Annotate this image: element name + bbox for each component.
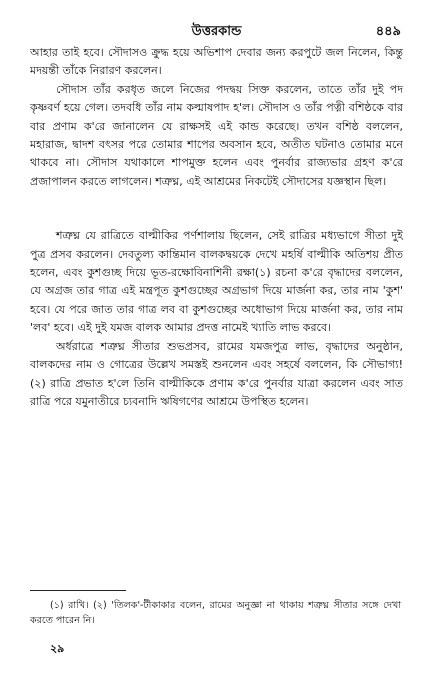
body-text bbox=[30, 44, 403, 411]
footnote-rule bbox=[30, 590, 126, 591]
chapter-title: উত্তরকান্ড bbox=[191, 24, 242, 39]
page-number: ৪৪৯ bbox=[375, 24, 401, 39]
paragraph-2: সৌদাস তাঁর করধৃত জলে নিজের পদদ্বয় সিক্ত করলেন, তাতে তাঁর দুই পদ কৃষ্ণবর্ণ হয়ে গেল। তদবধি তাঁর নাম কল্মাষপাদ হ'ল। সৌদাস ও তাঁর পত্নী বশিষ্ঠকে বার বার প্রণাম ক'রে জানালেন যে রাক্ষসই এই কান্ড করেছে। তখন বশিষ্ঠ বললেন, মহারাজ, দ্বাদশ বৎসর পরে তোমার শাপের অবসান হবে, অতীত ঘটনাও তোমার মনে থাকবে না। সৌদাস যথাকালে শাপমুক্ত হলেন এবং পুনর্বার রাজ্যভার গ্রহণ ক'রে প্রজাপালন করতে লাগলেন। শত্রুঘ্ন, এই আশ্রমের নিকটেই সৌদাসের যজ্ঞস্থান ছিল। bbox=[30, 82, 403, 188]
paragraph-gap bbox=[30, 191, 403, 227]
paragraph-1: আহার তাই হবে। সৌদাসও ক্রুদ্ধ হয়ে অভিশাপ দেবার জন্য করপুটে জল নিলেন, কিন্তু মদয়ন্তী তাঁকে নিরারণ করলেন। bbox=[30, 46, 403, 78]
paragraph-4: অর্ধরাত্রে শত্রুঘ্ন সীতার শুভপ্রসব, রামের যমজপুত্র লাভ, বৃদ্ধাদের অনুষ্ঠান, বালকদের নাম ও গোত্রের উল্লেখ সমস্তই শুনলেন এবং সহর্ষে বললেন, কি সৌভাগ্য!(২) রাত্রি প্রভাত হ'লে তিনি বাল্মীকিকে প্রণাম ক'রে পুনর্বার যাত্রা করলেন এবং সাত রাত্রি পরে যমুনাতীরে চ্যবনাদি ঋষিগণের আশ্রমে উপস্থিত হলেন। bbox=[30, 339, 403, 408]
running-head bbox=[30, 22, 403, 44]
footnote: (১) রাখি। (২) 'তিলক'-টীকাকার বলেন, রামের অনুজ্ঞা না থাকায় শত্রুঘ্ন সীতার সঙ্গে দেখা করতে পারেন নি। bbox=[30, 600, 401, 626]
paragraph-3: শত্রুঘ্ন যে রাত্রিতে বাল্মীকির পর্ণশালায় ছিলেন, সেই রাত্রির মধ্যভাগে সীতা দুই পুত্র প্রসব করলেন। দেবতুল্য কান্তিমান বালকদ্বয়কে দেখে মহর্ষি বাল্মীকি অতিশয় প্রীত হলেন, এবং কুশগুচ্ছ দিয়ে ভূত-রক্ষোবিনাশিনী রক্ষা(১) রচনা ক'রে বৃদ্ধাদের বললেন, যে অগ্রজ তার গাত্র এই মন্ত্রপূত কুশগুচ্ছের অগ্রভাগ দিয়ে মার্জনা কর, তার নাম 'কুশ' হবে। যে পরে জাত তার গাত্র লব বা কুশগুচ্ছের অধোভাগ দিয়ে মার্জনা কর, তার নাম 'লব' হবে। এই দুই যমজ বালক আমার প্রদত্ত নামেই খ্যাতি লাভ করবে। bbox=[30, 229, 403, 335]
signature-mark: ২৯ bbox=[50, 642, 65, 655]
